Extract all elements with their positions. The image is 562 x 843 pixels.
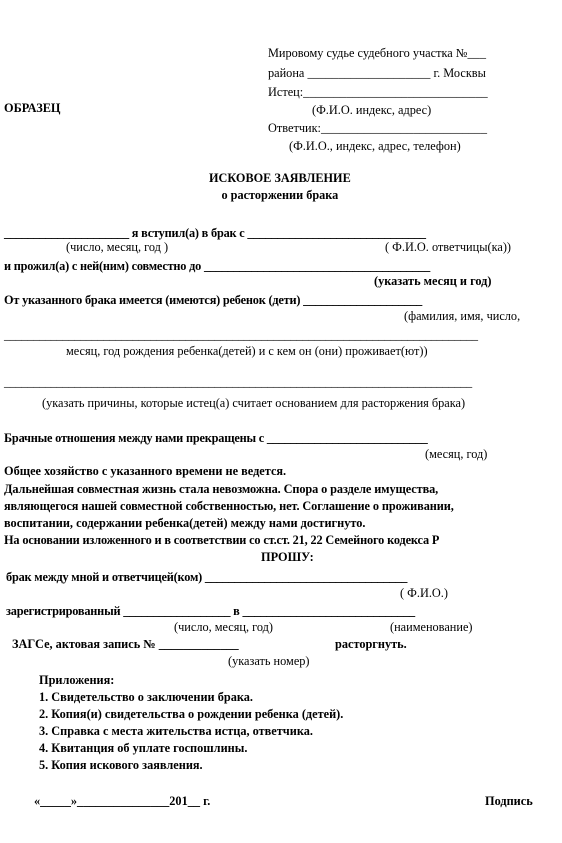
attachment-item: 1. Свидетельство о заключении брака.: [39, 690, 253, 704]
attachments-heading: Приложения:: [39, 673, 115, 687]
header-district: района ____________________ г. Москвы: [268, 66, 486, 80]
children-detail-line: _________________________________________________________________________________: [4, 328, 478, 342]
property-line: являющегося нашей совместной собственностью, нет. Соглашение о проживании,: [4, 499, 454, 513]
children-hint: (фамилия, имя, число,: [404, 309, 521, 323]
marriage-date-hint: (число, месяц, год ): [66, 240, 169, 254]
signature-label: Подпись: [485, 794, 533, 808]
registry-name-hint: (наименование): [390, 620, 473, 634]
impossible-line: Дальнейшая совместная жизнь стала невозможна. Спора о разделе имущества,: [4, 482, 439, 496]
relations-ended-hint: (месяц, год): [425, 447, 488, 461]
header-plaintiff-hint: (Ф.И.О. индекс, адрес): [312, 103, 432, 117]
dissolve-line: брак между мной и ответчицей(ком) __________________________________: [6, 570, 408, 584]
attachment-item: 4. Квитанция об уплате госпошлины.: [39, 741, 248, 755]
document-subtitle: о расторжении брака: [221, 188, 339, 202]
attachment-item: 3. Справка с места жительства истца, ответчика.: [39, 724, 313, 738]
household-line: Общее хозяйство с указанного времени не ведется.: [4, 464, 287, 478]
header-defendant: Ответчик:___________________________: [268, 121, 487, 135]
custody-line: воспитании, содержании ребенка(детей) между нами достигнуто.: [4, 516, 366, 530]
relations-ended-line: Брачные отношения между нами прекращены с ___________________________: [4, 431, 428, 445]
registered-line: зарегистрированный __________________ в _____________________________: [6, 604, 415, 618]
sample-label: ОБРАЗЕЦ: [4, 101, 61, 115]
request-heading: ПРОШУ:: [261, 550, 314, 564]
header-court: Мировому судье судебного участка №___: [268, 46, 486, 60]
cohabitation-hint: (указать месяц и год): [374, 274, 492, 288]
registry-record-line: ЗАГСе, актовая запись № _____________: [12, 637, 239, 651]
date-field: «_____»_______________201__ г.: [34, 794, 211, 808]
legal-basis-line: На основании изложенного и в соответствии со ст.ст. 21, 22 Семейного кодекса Р: [4, 533, 440, 547]
attachment-item: 2. Копия(и) свидетельства о рождении ребенка (детей).: [39, 707, 344, 721]
header-plaintiff: Истец:______________________________: [268, 85, 488, 99]
dissolve-name-hint: ( Ф.И.О.): [400, 586, 448, 600]
registered-date-hint: (число, месяц, год): [174, 620, 274, 634]
attachment-item: 5. Копия искового заявления.: [39, 758, 203, 772]
children-detail-hint: месяц, год рождения ребенка(детей) и с кем он (они) проживает(ют)): [66, 344, 428, 358]
marriage-line: _____________________ я вступил(а) в брак с ______________________________: [4, 226, 426, 240]
children-line: От указанного брака имеется (имеются) ребенок (дети) ____________________: [4, 293, 423, 307]
header-defendant-hint: (Ф.И.О., индекс, адрес, телефон): [289, 139, 461, 153]
document-title: ИСКОВОЕ ЗАЯВЛЕНИЕ: [208, 171, 351, 185]
record-number-hint: (указать номер): [228, 654, 310, 668]
dissolve-word: расторгнуть.: [335, 637, 407, 651]
reasons-line: ________________________________________________________________________________: [4, 375, 472, 389]
cohabitation-line: и прожил(а) с ней(ним) совместно до ______________________________________: [4, 259, 431, 273]
spouse-name-hint: ( Ф.И.О. ответчицы(ка)): [385, 240, 512, 254]
reasons-hint: (указать причины, которые истец(а) считает основанием для расторжения брака): [42, 396, 466, 410]
